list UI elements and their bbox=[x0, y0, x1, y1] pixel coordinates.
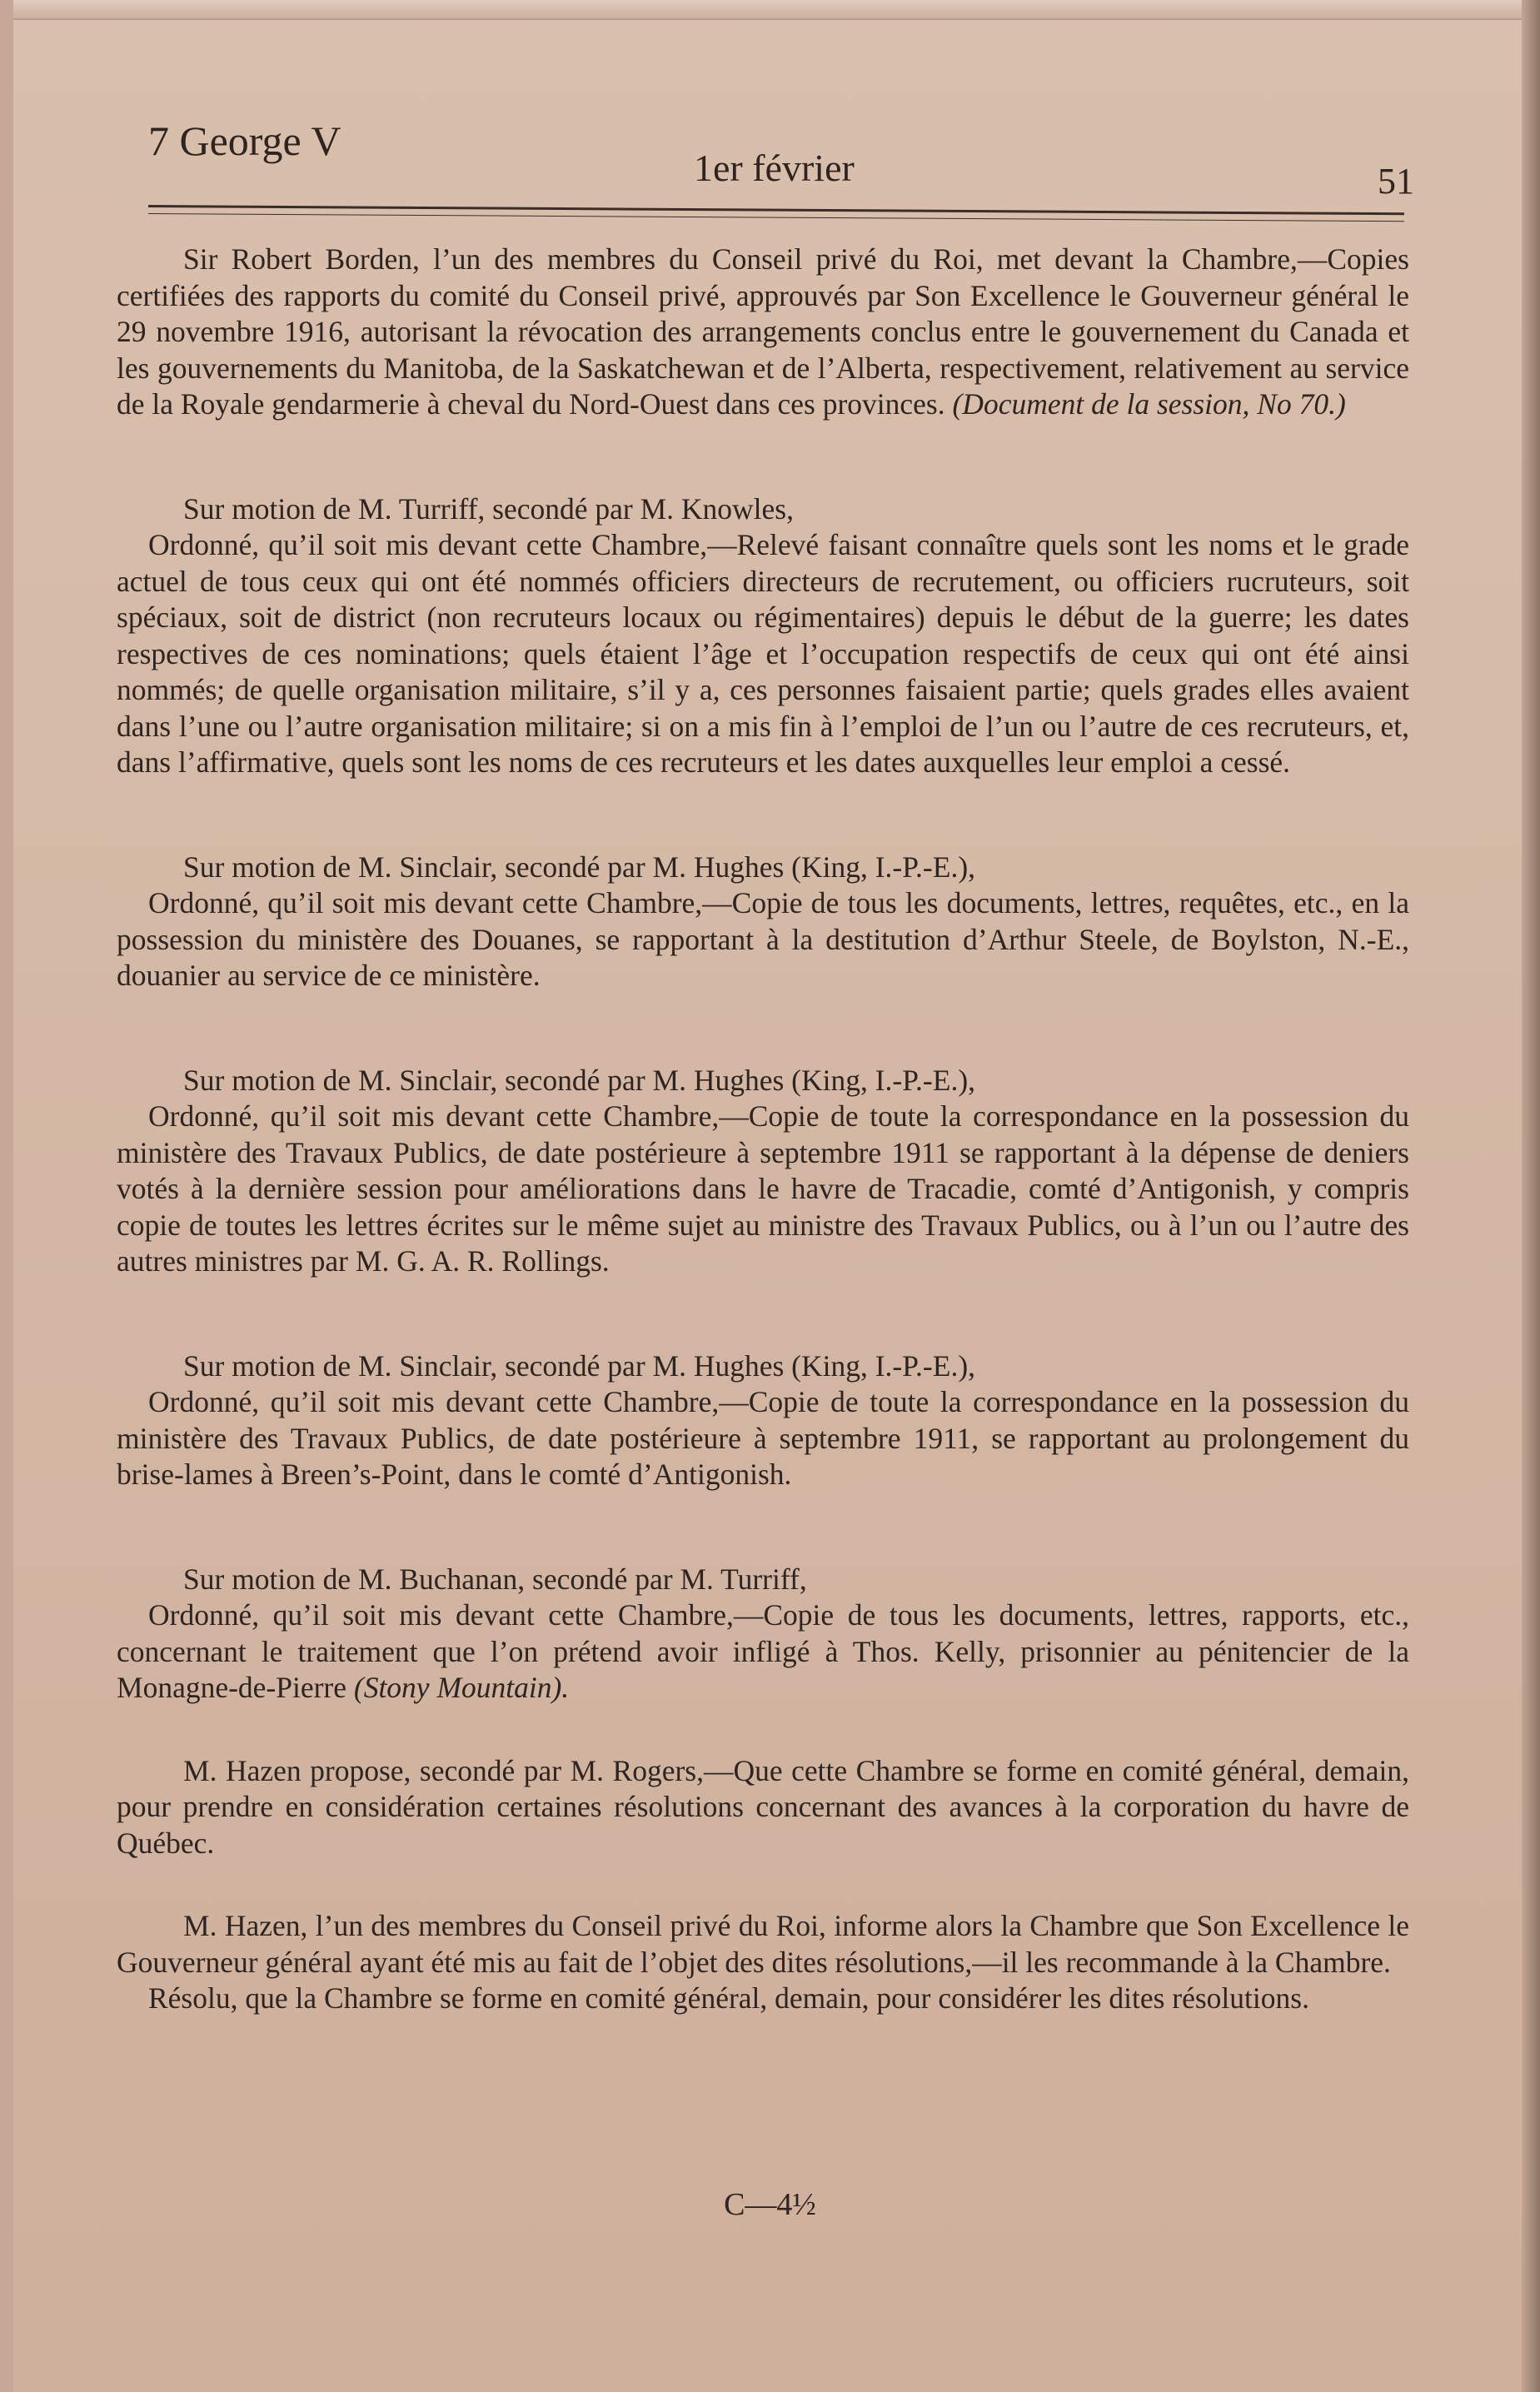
signature-mark bbox=[0, 2186, 1540, 2223]
header-rule-thick bbox=[148, 205, 1404, 215]
left-edge bbox=[0, 0, 13, 2392]
motion-turriff: Sur motion de M. Turriff, secondé par M. Knowles, bbox=[183, 491, 794, 526]
order-breens-point: Ordonné, qu’il soit mis devant cette Chambre,—Copie de toute la correspondance en la possession du ministère des Travaux Publics, de date postérieure à septembre 1911, se rapportant au prolongement du brise-lames à Breen’s-Point, dans le comté d’Antigonish. bbox=[117, 1385, 1409, 1491]
header-date: 1er février bbox=[694, 147, 855, 189]
hazen-proposal: M. Hazen propose, secondé par M. Rogers,—Que cette Chambre se forme en comité général, demain, pour prendre en considération certaines résolutions concernant des avances à la corporation du havre de Québec. bbox=[117, 1753, 1409, 1860]
regnal-year: 7 George V bbox=[148, 117, 341, 164]
motion-sinclair-3: Sur motion de M. Sinclair, secondé par M. Hughes (King, I.-P.-E.), bbox=[183, 1348, 976, 1383]
order-kelly: Ordonné, qu’il soit mis devant cette Chambre,—Copie de tous les documents, lettres, rapports, etc., concernant le traitement que l’on prétend avoir infligé à Thos. Kelly, prisonnier au pénitencier de la Monagne-de-Pierre (Stony Mountain). bbox=[117, 1598, 1409, 1704]
hazen-recommendation: M. Hazen, l’un des membres du Conseil privé du Roi, informe alors la Chambre que Son Excellence le Gouverneur général ayant été mis au fait de l’objet des dites résolutions,—il les recommande à la Chambre. bbox=[117, 1909, 1409, 1979]
order-steele: Ordonné, qu’il soit mis devant cette Chambre,—Copie de tous les documents, lettres, requêtes, etc., en la possession du ministère des Douanes, se rapportant à la destitution d’Arthur Steele, de Boylston, N.-E., douanier au service de ce ministère. bbox=[117, 886, 1409, 992]
resolution: Résolu, que la Chambre se forme en comité général, demain, pour considérer les dites résolutions. bbox=[148, 1981, 1309, 2015]
order-tracadie: Ordonné, qu’il soit mis devant cette Chambre,—Copie de toute la correspondance en la possession du ministère des Travaux Publics, de date postérieure à septembre 1911 se rapportant à la dépense de deniers votés à la dernière session pour améliorations dans le havre de Tracadie, comté d’Antigonish, y compris copie de toutes les lettres écrites sur le même sujet au ministre des Travaux Publics, ou à l’un ou l’autre des autres ministres par M. G. A. R. Rollings. bbox=[117, 1099, 1409, 1278]
order-recruiting-officers: Ordonné, qu’il soit mis devant cette Chambre,—Relevé faisant connaître quels sont les noms et le grade actuel de tous ceux qui ont été nommés officiers directeurs de recrutement, ou officiers rucruteurs, soit spéciaux, soit de district (non recruteurs locaux ou régimentaires) depuis le début de la guerre; les dates respectives de ces nominations; quels étaient l’âge et l’occupation respectifs de ceux qui ont été ainsi nommés; de quelle organisation militaire, s’il y a, ces personnes faisaient partie; quels grades elles avaient dans l’une ou l’autre organisation militaire; si on a mis fin à l’emploi de l’un ou l’autre de ces recruteurs, et, dans l’affirmative, quels sont les noms de ces recruteurs et les dates auxquelles leur emploi a cessé. bbox=[117, 528, 1409, 779]
motion-sinclair-2: Sur motion de M. Sinclair, secondé par M. Hughes (King, I.-P.-E.), bbox=[183, 1063, 976, 1097]
running-header bbox=[148, 117, 1414, 202]
page-number: 51 bbox=[1378, 161, 1414, 202]
motion-sinclair-1: Sur motion de M. Sinclair, secondé par M. Hughes (King, I.-P.-E.), bbox=[183, 850, 976, 884]
header-rule-thin bbox=[148, 213, 1404, 222]
right-edge bbox=[1522, 0, 1540, 2392]
journal-body bbox=[117, 242, 1409, 2017]
signature-text: C—4½ bbox=[724, 2187, 816, 2222]
top-border bbox=[0, 0, 1540, 20]
motion-buchanan: Sur motion de M. Buchanan, secondé par M. Turriff, bbox=[183, 1562, 807, 1596]
paragraph-borden: Sir Robert Borden, l’un des membres du Conseil privé du Roi, met devant la Chambre,—Copies certifiées des rapports du comité du Conseil privé, approuvés par Son Excellence le Gouverneur général le 29 novembre 1916, autorisant la révocation des arrangements conclus entre le gouvernement du Canada et les gouvernements du Manitoba, de la Saskatchewan et de l’Alberta, respectivement, relativement au service de la Royale gendarmerie à cheval du Nord-Ouest dans ces provinces. (Document de la session, No 70.) bbox=[117, 242, 1409, 421]
